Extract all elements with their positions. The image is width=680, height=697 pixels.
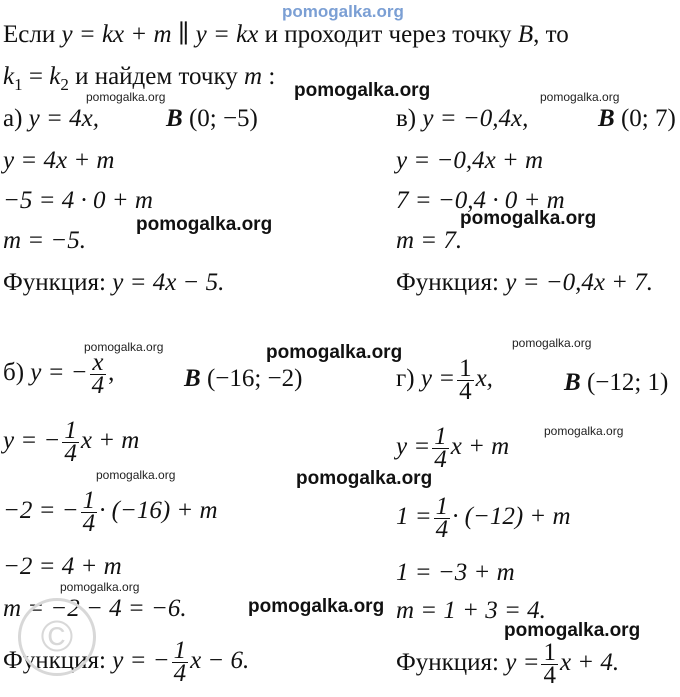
part-v-point-coords: (0; 7) xyxy=(620,105,676,132)
part-g-point-coords: (−12; 1) xyxy=(586,369,669,396)
part-g-step2 xyxy=(396,493,571,543)
part-g-step1-post: x + m xyxy=(450,433,510,461)
part-v-point-name: B xyxy=(598,105,615,132)
intro-eq-sign: = xyxy=(22,63,50,90)
part-a-step1: y = 4x + m xyxy=(3,147,115,174)
part-b-step2-pre: −2 = − xyxy=(3,497,79,525)
part-b-point-name: B xyxy=(184,365,201,392)
part-a-result xyxy=(3,268,224,298)
part-v-step2: 7 = −0,4 · 0 + m xyxy=(396,187,565,214)
part-g-step1 xyxy=(396,423,510,473)
intro-sub2: 2 xyxy=(60,75,69,94)
watermark: pomogalka.org xyxy=(540,90,620,104)
part-g-result-post: x + 4. xyxy=(559,649,620,677)
part-b-step1-post: x + m xyxy=(80,427,140,455)
part-g-point xyxy=(564,368,668,398)
part-b-step2-post: · (−16) + m xyxy=(99,497,218,525)
part-g-func-num: 1 xyxy=(459,355,472,382)
part-a-step3: m = −5. xyxy=(3,227,87,254)
watermark: pomogalka.org xyxy=(136,214,273,235)
part-b-step1-fraction xyxy=(62,417,79,467)
watermark: pomogalka.org xyxy=(544,424,624,438)
part-g-step2-den: 4 xyxy=(435,516,449,543)
part-g-result-num: 1 xyxy=(543,639,556,666)
part-g-result-den: 4 xyxy=(543,662,556,689)
watermark: pomogalka.org xyxy=(266,342,403,363)
part-g-step1-den: 4 xyxy=(434,446,447,473)
watermark: pomogalka.org xyxy=(96,468,176,482)
part-g-func-den: 4 xyxy=(459,378,472,405)
part-v-result-label: Функция: xyxy=(396,269,499,296)
watermark: pomogalka.org xyxy=(86,90,166,104)
part-b-result-fraction xyxy=(172,637,189,687)
part-b-func-pre: y = − xyxy=(30,359,88,387)
watermark: pomogalka.org xyxy=(294,80,431,101)
part-b-step1 xyxy=(3,417,140,467)
part-b-step2-num: 1 xyxy=(82,487,96,514)
part-g-header xyxy=(396,355,493,405)
intro-colon: : xyxy=(262,63,276,90)
part-v-result xyxy=(396,268,653,298)
part-b-step3: −2 = 4 + m xyxy=(3,553,122,580)
intro-m: m xyxy=(244,63,263,90)
part-g-step3: 1 = −3 + m xyxy=(396,559,515,586)
part-b-step2-den: 4 xyxy=(82,510,96,537)
intro-through: и проходит через точку xyxy=(264,21,512,48)
part-b-header xyxy=(3,349,115,399)
part-v-point xyxy=(598,104,676,134)
part-b-func-den: 4 xyxy=(91,372,105,399)
part-g-label: г) xyxy=(396,365,415,393)
part-b-point-coords: (−16; −2) xyxy=(206,365,303,392)
part-g-step2-pre: 1 = xyxy=(396,503,432,531)
part-b-step2 xyxy=(3,487,218,537)
part-v-label: в) xyxy=(396,105,417,132)
part-g-step2-num: 1 xyxy=(435,493,449,520)
part-a-point-coords: (0; −5) xyxy=(188,105,258,132)
part-b-result-label: Функция: xyxy=(3,647,106,675)
part-a-point-name: B xyxy=(166,105,183,132)
part-b-func-post: , xyxy=(108,359,115,387)
watermark: pomogalka.org xyxy=(296,468,433,489)
part-g-step4: m = 1 + 3 = 4. xyxy=(396,597,546,624)
part-a-label: а) xyxy=(3,105,23,132)
part-b-step1-num: 1 xyxy=(64,417,77,444)
part-b-func-num: x xyxy=(92,349,104,376)
part-a-step2: −5 = 4 · 0 + m xyxy=(3,187,153,214)
part-b-result-post: x − 6. xyxy=(190,647,250,675)
part-b-step4: m = −2 − 4 = −6. xyxy=(3,595,187,622)
part-b-func-fraction xyxy=(90,349,107,399)
intro-line-1 xyxy=(3,20,569,50)
intro-find: и найдем точку xyxy=(75,63,238,90)
part-v-result-eq: y = −0,4x + 7. xyxy=(505,269,654,296)
part-g-result-label: Функция: xyxy=(396,649,499,677)
part-b-result-pre: y = − xyxy=(112,647,170,675)
intro-parallel: ∥ xyxy=(177,21,190,48)
watermark: pomogalka.org xyxy=(504,620,641,641)
watermark: pomogalka.org xyxy=(248,596,385,617)
part-g-result-fraction xyxy=(541,639,558,689)
intro-eq2: y = kx xyxy=(195,21,259,48)
part-g-step1-fraction xyxy=(432,423,449,473)
intro-eq1: y = kx + m xyxy=(61,21,172,48)
part-a-result-label: Функция: xyxy=(3,269,106,296)
watermark: pomogalka.org xyxy=(84,340,164,354)
part-v-step3: m = 7. xyxy=(396,227,463,254)
intro-k2: k xyxy=(49,63,61,90)
part-b-step1-pre: y = − xyxy=(3,427,61,455)
watermark: pomogalka.org xyxy=(460,208,597,229)
part-b-result-num: 1 xyxy=(173,637,187,664)
part-g-step1-pre: y = xyxy=(396,433,431,461)
watermark-top: pomogalka.org xyxy=(282,2,404,21)
part-a-point xyxy=(166,104,258,134)
part-g-func-fraction xyxy=(457,355,474,405)
part-b-step1-den: 4 xyxy=(64,440,77,467)
part-b-step2-fraction xyxy=(81,487,98,537)
part-a-result-eq: y = 4x − 5. xyxy=(112,269,225,296)
part-a-header xyxy=(3,104,99,134)
part-b-result-den: 4 xyxy=(173,660,187,687)
intro-sub1: 1 xyxy=(14,75,23,94)
part-g-step1-num: 1 xyxy=(434,423,447,450)
intro-if: Если xyxy=(3,21,56,48)
part-g-result-pre: y = xyxy=(505,649,540,677)
part-g-step2-fraction xyxy=(434,493,451,543)
watermark: pomogalka.org xyxy=(60,580,140,594)
part-g-step2-post: · (−12) + m xyxy=(452,503,571,531)
watermark: pomogalka.org xyxy=(512,336,592,350)
part-v-step1: y = −0,4x + m xyxy=(396,147,544,174)
part-b-label: б) xyxy=(3,359,25,387)
copyright-icon: © xyxy=(18,598,96,676)
part-g-result xyxy=(396,639,620,689)
intro-k1: k xyxy=(3,63,15,90)
part-v-func: y = −0,4x, xyxy=(422,105,529,132)
part-g-point-name: B xyxy=(564,369,581,396)
part-b-point xyxy=(184,364,302,394)
part-g-func-post: x, xyxy=(475,365,493,393)
part-a-func: y = 4x, xyxy=(28,105,99,132)
intro-point: B xyxy=(517,21,534,48)
part-g-func-pre: y = xyxy=(420,365,456,393)
intro-comma-to: , то xyxy=(533,21,569,48)
part-v-header xyxy=(396,104,528,134)
